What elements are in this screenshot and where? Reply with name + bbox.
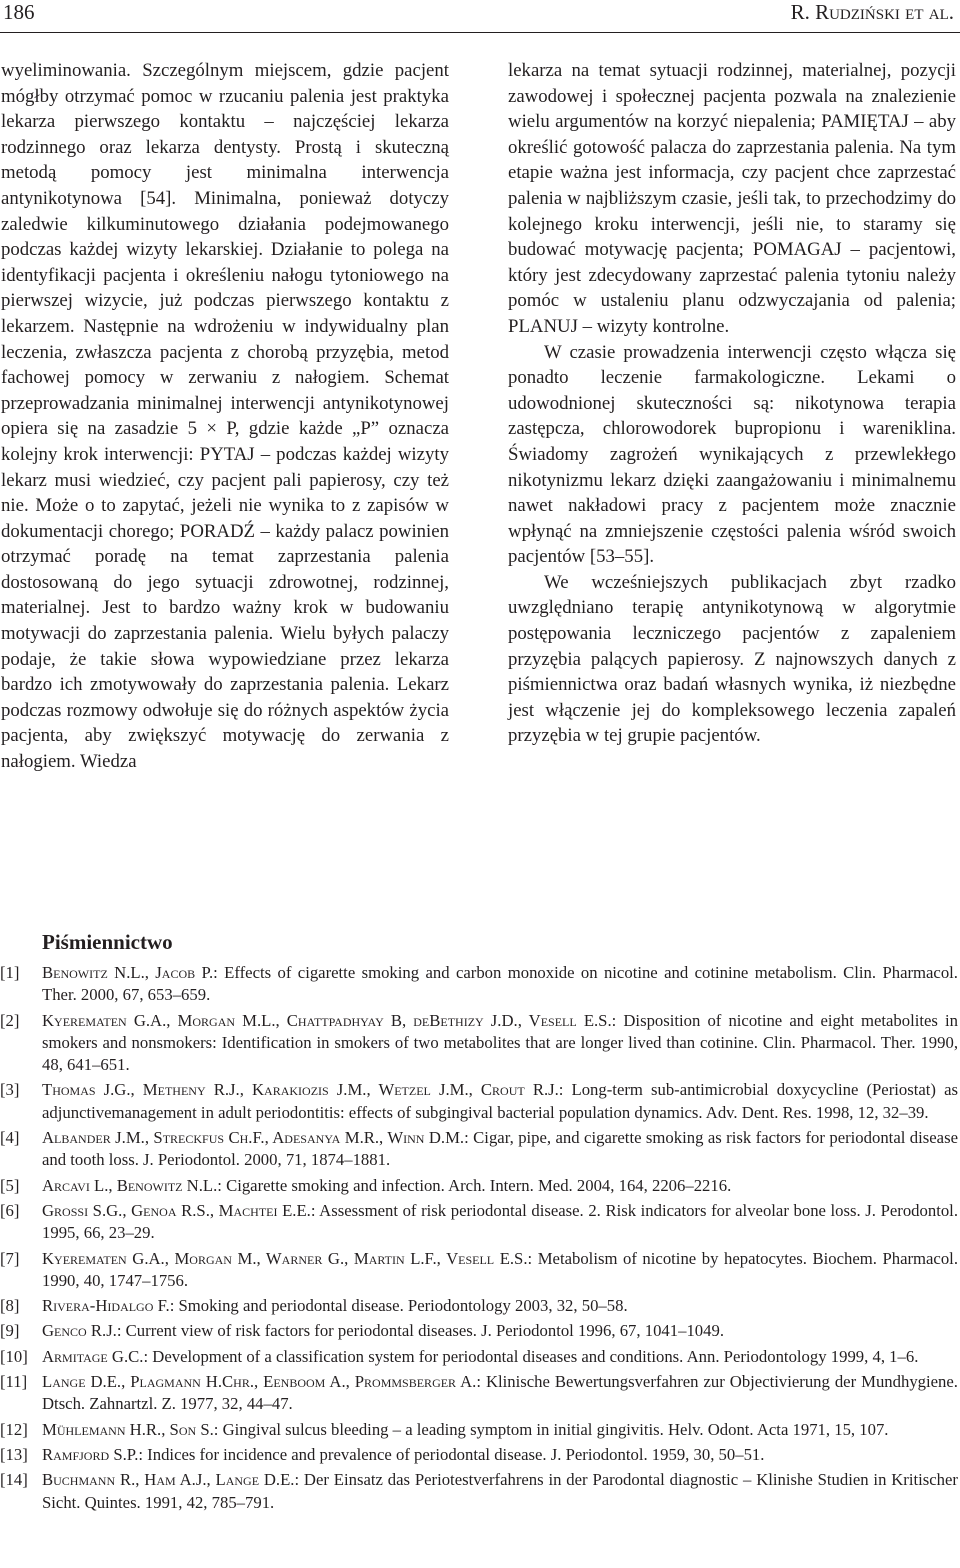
- reference-number: [1]: [0, 963, 20, 982]
- reference-text: : Assessment of risk periodontal disease. 2. Risk indicators for alveolar bone loss. J. Perodontol. 1995, 66, 23–29.: [42, 1200, 958, 1243]
- reference-authors: Genco R.J.: [42, 1321, 117, 1341]
- reference-item: [0, 1175, 958, 1197]
- reference-item: [0, 1371, 958, 1416]
- reference-number: [14]: [0, 1470, 28, 1490]
- reference-number: [3]: [0, 1080, 20, 1100]
- reference-number: [8]: [0, 1296, 20, 1316]
- reference-item: [0, 1200, 958, 1245]
- reference-item: [0, 1079, 958, 1124]
- reference-number: [10]: [0, 1346, 28, 1366]
- reference-text: : Effects of cigarette smoking and carbon monoxide on nicotine and cotinine metabolism. Clin. Pharmacol. Ther. 2000, 67, 653–659.: [42, 963, 958, 1005]
- reference-item: [0, 1295, 958, 1317]
- reference-authors: Lange D.E., Plagmann H.Chr., Eenboom A., Prommsberger A.: [42, 1372, 477, 1392]
- paragraph: We wcześniejszych publikacjach zbyt rzadko uwzględniano terapię antynikotynową w algorytmie postępowania leczniczego pacjentów z zapaleniem przyzębia palących papierosy. Z najnowszych danych z piśmiennictwa oraz badań własnych wynika, iż niezbędne jest włączenie jej do kompleksowego leczenia zapaleń przyzębia w tej grupie pacjentów.: [508, 571, 956, 747]
- page-header: [0, 0, 960, 40]
- reference-authors: Thomas J.G., Metheny R.J., Karakiozis J.M., Wetzel J.M., Crout R.J.: [42, 1080, 559, 1100]
- reference-authors: Kyerematen G.A., Morgan M., Warner G., Martin L.F., Vesell E.S.: [42, 1248, 528, 1268]
- references-title: Piśmiennictwo: [42, 930, 173, 954]
- reference-number: [5]: [0, 1175, 20, 1195]
- reference-text: : Cigar, pipe, and cigarette smoking as risk factors for periodontal disease and tooth loss. J. Periodontol. 2000, 71, 1874–1881.: [42, 1128, 958, 1170]
- reference-authors: Arcavi L., Benowitz N.L.: [42, 1175, 218, 1195]
- reference-number: [7]: [0, 1248, 20, 1268]
- reference-number: [6]: [0, 1200, 20, 1220]
- reference-item: [0, 1469, 958, 1514]
- paragraph: wyeliminowania. Szczególnym miejscem, gdzie pacjent mógłby otrzymać pomoc w rzucaniu palenia jest praktyka lekarza pierwszego kontaktu – najczęściej lekarza rodzinnego oraz lekarza dentysty. Prostą i skuteczną metodą pomocy jest minimalna interwencja antynikotynowa [54]. Minimalna, ponieważ dotyczy zaledwie kilkuminutowego działania podejmowanego podczas każdej wizyty lekarskiej. Działanie to polega na identyfikacji pacjenta i określeniu nałogu tytoniowego na pierwszej wizycie, już podczas pierwszego kontaktu z lekarzem. Następnie na wdrożeniu w indywidualny plan leczenia, zwłaszcza pacjenta z chorobą przyzębia, metod fachowej pomocy w zerwaniu z nałogiem. Schemat przeprowadzania minimalnej interwencji antynikotynowej opiera się na zasadzie 5 × P, gdzie każde „P” oznacza kolejny krok interwencji: PYTAJ – podczas każdej wizyty lekarz musi wiedzieć, czy pacjent pali papierosy, czy też nie. Może o to zapytać, jeżeli nie wynika to z zapisów w dokumentacji chorego; PORADŹ – każdy palacz powinien otrzymać poradę na temat zaprzestania palenia dostosowaną do jego sytuacji zdrowotnej, rodzinnej, materialnej. Jest to bardzo ważny krok w budowaniu motywacji do zaprzestania palenia. Wielu byłych palaczy podaje, że takie słowa wypowiedziane przez lekarza bardzo ich zmotywowały do zaprzestania palenia. Lekarz podczas rozmowy odwołuje się do różnych aspektów życia pacjenta, aby zwiększyć motywację do zerwania z nałogiem. Wiedza: [1, 60, 449, 773]
- reference-text: : Development of a classification system for periodontal diseases and conditions. Ann. Periodontology 1999, 4, 1–6.: [143, 1346, 919, 1366]
- reference-number: [12]: [0, 1419, 28, 1439]
- page-number: 186: [3, 0, 35, 24]
- reference-text: : Klinische Bewertungsverfahren zur Objectivierung der Mundhygiene. Dtsch. Zahnartzl. Z. 1977, 32, 44–47.: [42, 1372, 958, 1414]
- reference-item: [0, 1127, 958, 1172]
- reference-text: : Gingival sulcus bleeding – a leading symptom in initial gingivitis. Helv. Odont. Acta 1971, 15, 107.: [213, 1419, 889, 1439]
- reference-item: [0, 1419, 958, 1441]
- reference-authors: Benowitz N.L., Jacob P.: [42, 963, 214, 982]
- reference-authors: Kyerematen G.A., Morgan M.L., Chattpadhyay B, deBethizy J.D., Vesell E.S.: [42, 1010, 612, 1030]
- right-column: [508, 58, 956, 749]
- reference-item: [0, 962, 958, 1007]
- reference-item: [0, 1248, 958, 1293]
- reference-text: : Der Einsatz das Periotestverfahrens in der Parodontal diagnostic – Klinishe Studien in Kritischer Sicht. Quintes. 1991, 42, 785–791.: [42, 1470, 958, 1512]
- reference-authors: Rivera-Hidalgo F.: [42, 1296, 170, 1316]
- reference-authors: Buchmann R., Ham A.J., Lange D.E.: [42, 1470, 295, 1490]
- reference-text: : Metabolism of nicotine by hepatocytes. Biochem. Pharmacol. 1990, 40, 1747–1756.: [42, 1248, 958, 1290]
- reference-authors: Ramfjord S.P.: [42, 1444, 139, 1464]
- reference-item: [0, 1346, 958, 1368]
- reference-number: [13]: [0, 1444, 28, 1464]
- reference-text: : Smoking and periodontal disease. Periodontology 2003, 32, 50–58.: [169, 1296, 628, 1316]
- reference-text: : Disposition of nicotine and eight metabolites in smokers and nonsmokers: Identification in smokers of two metabolites that are longer lived than cotinine. Clin. Pharmacol. Ther. 1990, 48, 641–651.: [42, 1010, 958, 1075]
- paragraph: lekarza na temat sytuacji rodzinnej, materialnej, pozycji zawodowej i społecznej pacjenta pozwala na znalezienie wielu argumentów na korzyć niepalenia; PAMIĘTAJ – aby określić gotowość palacza do zaprzestania palenia. Na tym etapie ważna jest informacja, czy pacjent chce zaprzestać palenia w najbliższym czasie, jeśli tak, to przechodzimy do kolejnego kroku interwencji, jeśli nie, to staramy się budować motywację pacjenta; POMAGAJ – pacjentowi, który jest zdecydowany zaprzestać palenia tytoniu należy pomóc w ustaleniu planu odzwyczajania od palenia; PLANUJ – wizyty kontrolne.: [508, 60, 956, 337]
- reference-number: [11]: [0, 1372, 28, 1392]
- left-column: [1, 58, 449, 775]
- reference-authors: Albander J.M., Streckfus Ch.F., Adesanya M.R., Winn D.M.: [42, 1128, 465, 1148]
- reference-authors: Grossi S.G., Genoa R.S., Machtei E.E.: [42, 1200, 311, 1220]
- reference-list: [0, 962, 958, 1517]
- reference-number: [9]: [0, 1321, 20, 1341]
- reference-number: [2]: [0, 1010, 20, 1030]
- reference-text: : Indices for incidence and prevalence of periodontal disease. J. Periodontol. 1959, 30, 50–51.: [138, 1444, 765, 1464]
- header-rule: [0, 32, 960, 33]
- reference-authors: Mühlemann H.R., Son S.: [42, 1419, 214, 1439]
- reference-item: [0, 1320, 958, 1342]
- reference-text: : Long-term sub-antimicrobial doxycycline (Periostat) as adjunctivemanagement in adult periodontitis: effects of subgingival bacterial population dynamics. Adv. Dent. Res. 1998, 12, 32–39.: [42, 1080, 958, 1122]
- reference-text: : Cigarette smoking and infection. Arch. Intern. Med. 2004, 164, 2206–2216.: [217, 1175, 732, 1195]
- reference-text: : Current view of risk factors for periodontal diseases. J. Periodontol 1996, 67, 1041–1049.: [116, 1321, 724, 1341]
- reference-authors: Armitage G.C.: [42, 1346, 144, 1366]
- reference-number: [4]: [0, 1128, 20, 1148]
- running-head: R. Rudziński et al.: [790, 0, 954, 24]
- paragraph: W czasie prowadzenia interwencji często włącza się ponadto leczenie farmakologiczne. Lekami o udowodnionej skuteczności są: nikotynowa terapia zastępcza, chlorowodorek bupropionu i wareniklina. Świadomy zagrożeń wynikających z przewlekłego nikotynizmu lekarz dzięki zaangażowaniu i minimalnemu nawet nakładowi pracy z pacjentem może znacznie wpłynąć na zmniejszenie częstości palenia wśród swoich pacjentów [53–55].: [508, 341, 956, 568]
- reference-item: [0, 1010, 958, 1077]
- reference-item: [0, 1444, 958, 1466]
